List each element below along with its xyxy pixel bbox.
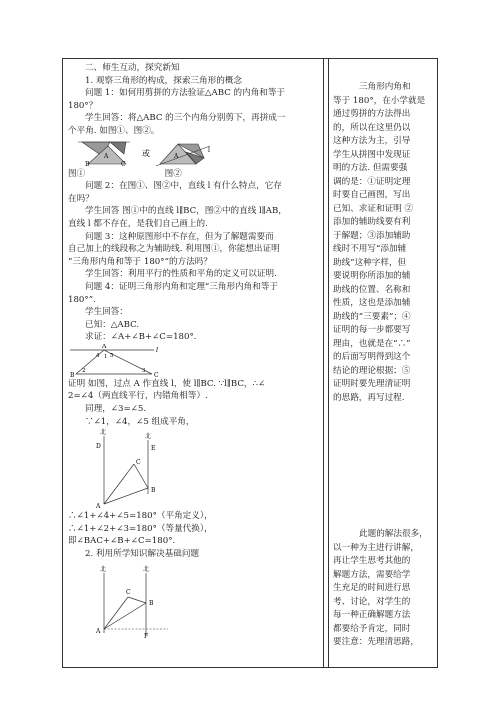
proof-line-2: 2=∠4（两直线平行，内错角相等）. — [68, 391, 208, 402]
cut-label-l: l — [208, 146, 210, 154]
side-note-line: 时要自己画图，写出 — [333, 190, 411, 200]
column-divider — [323, 59, 324, 667]
label-b3: B — [149, 599, 154, 607]
label-5: 5 — [110, 352, 114, 359]
bearing-figure-1 — [68, 428, 320, 510]
lesson-table — [62, 58, 438, 668]
proof-step-3: 即∠BAC+∠B+∠C=180°. — [68, 536, 176, 547]
label-1: 1 — [104, 353, 108, 360]
label-2: 2 — [82, 367, 86, 374]
side-note-line: 证明的每一步都要写 — [333, 325, 411, 335]
proof-flat: ∵∠1，∠4，∠5 组成平角， — [85, 416, 195, 427]
subsection-2: 2. 利用所学知识解决基础问题 — [85, 549, 200, 560]
column-divider-2 — [328, 59, 329, 667]
question-3-cont2: “三角形内角和等于 180°”的方法吗？ — [68, 256, 212, 267]
side-note-line: 要注意：先理清思路， — [333, 637, 419, 647]
side-note-line: 明的方法. 但需要强 — [333, 163, 408, 173]
side-note-line: 等于 180°，在小学就是 — [333, 95, 426, 106]
cut-label-c: C — [121, 160, 126, 168]
cut-label-a2: A — [174, 152, 179, 160]
label-f: F — [144, 632, 149, 639]
north-label-2: 北 — [145, 433, 152, 441]
proof-same: 同理，∠3=∠5. — [85, 404, 147, 415]
figure-label-2: 图② — [164, 168, 182, 179]
side-note-line: 通过剪拼的方法得出 — [333, 109, 411, 119]
north-label-4: 北 — [143, 565, 150, 573]
side-note-line: 生充足的时间进行思 — [333, 583, 411, 593]
question-3: 问题 3：这种原图形中不存在，但为了解题需要而 — [85, 231, 274, 242]
label-3: 3 — [142, 367, 146, 374]
question-2-cont: 在吗？ — [68, 193, 94, 204]
proof-step-1: ∴∠1+∠4+∠5=180°（平角定义）， — [68, 511, 213, 522]
side-note-1 — [333, 81, 435, 405]
bearing-svg-2 — [68, 561, 188, 639]
question-2: 问题 2：在图①、图②中，直线 l 有什么特点，它存 — [85, 181, 282, 192]
segment-ab-2 — [104, 603, 146, 629]
cut-label-a: A — [104, 152, 109, 160]
side-note-line: 都要给予肯定，同时 — [333, 623, 411, 634]
segment-ab — [104, 488, 148, 504]
side-note-line: 此题的解法很多， — [359, 529, 428, 539]
segment-cb — [134, 464, 148, 488]
question-4-cont: 180°”. — [68, 294, 96, 305]
figure-labels — [68, 168, 320, 181]
prove: 求证：∠A+∠B+∠C=180°. — [85, 332, 197, 343]
question-4: 问题 4：证明三角形内角和定理“三角形内角和等于 — [85, 281, 279, 292]
cut-label-b: B — [85, 160, 90, 168]
side-note-line: 的后面写明得到这个 — [333, 352, 411, 362]
label-c: C — [154, 371, 159, 378]
answer-3: 学生回答：利用平行的性质和平角的定义可以证明. — [85, 269, 277, 280]
label-e: E — [151, 445, 156, 453]
subsection-1: 1. 观察三角形的构成，探索三角形的概念 — [85, 75, 243, 86]
side-note-line: 以一种为主进行讲解， — [333, 542, 419, 553]
side-note-line: 的，所以在这里仍以 — [333, 122, 411, 133]
label-a: A — [102, 343, 107, 350]
side-note-line: 证明时要先理清证明 — [333, 379, 411, 389]
side-note-line: 要说明你所添加的辅 — [333, 271, 411, 281]
segment-ac — [104, 464, 134, 504]
proof-figure — [68, 344, 320, 378]
segment-cb-2 — [128, 597, 146, 603]
side-note-line: 三角形内角和 — [359, 82, 411, 92]
label-b2: B — [151, 487, 156, 495]
side-note-line: 再让学生思考其他的 — [333, 556, 411, 566]
side-note-line: 每一种正确解题方法 — [333, 610, 411, 620]
main-column — [68, 62, 320, 639]
cut-figures — [68, 138, 320, 168]
label-c3: C — [126, 588, 131, 596]
bearing-svg-1 — [68, 428, 188, 510]
cut-figure-svg — [68, 138, 218, 168]
label-a3: A — [96, 627, 101, 635]
side-note-line: 调的是：①证明定理 — [333, 176, 411, 187]
question-1-cont: 180°？ — [68, 100, 98, 111]
side-note-line: 线时不用写“添加辅 — [333, 244, 407, 254]
side-note-line: 结论的理论根据；⑤ — [333, 365, 411, 376]
section-title: 二、师生互动，探究新知 — [85, 63, 180, 73]
answer-2-cont: 直线 l 都不存在，是我们自己画上的. — [68, 218, 208, 229]
segment-ac-2 — [104, 597, 128, 629]
side-note-2 — [333, 528, 435, 650]
label-a2: A — [96, 503, 101, 511]
side-note-line: 理由，也就是在“∴” — [333, 338, 411, 349]
side-note-line: 添加的辅助线要有利 — [333, 217, 411, 227]
side-note-line: 于解题；③添加辅助 — [333, 230, 411, 241]
proof-step-2: ∴∠1+∠2+∠3=180°（等量代换）， — [68, 523, 213, 534]
side-note-line: 助线的“三要素”；④ — [333, 311, 411, 322]
side-note-line: 助线的位置、名称和 — [333, 284, 411, 295]
cut-or: 或 — [142, 148, 150, 158]
proof-triangle-svg — [68, 344, 188, 378]
side-note-line: 的思路，再写过程. — [333, 392, 405, 403]
label-c2: C — [136, 459, 141, 467]
label-l: l — [156, 345, 159, 354]
side-note-line: 解题方法，需要给学 — [333, 569, 411, 580]
label-d: D — [96, 443, 101, 451]
side-note-line: 已知、求证和证明 ② — [333, 203, 414, 214]
side-note-line: 考、讨论，对学生的 — [333, 596, 411, 607]
label-b: B — [70, 371, 75, 378]
answer-4: 学生回答： — [85, 307, 128, 318]
answer-2: 学生回答 图①中的直线 l∥BC，图②中的直线 l∥AB， — [85, 206, 287, 217]
answer-1: 学生回答：将△ABC 的三个内角分别剪下，再拼成一 — [85, 113, 286, 124]
figure-label-1: 图① — [68, 168, 86, 179]
side-note-line: 性质，这也是添加辅 — [333, 298, 411, 308]
bearing-figure-2 — [68, 561, 320, 639]
question-1: 问题 1：如何用剪拼的方法验证△ABC 的内角和等于 — [85, 88, 286, 99]
label-4: 4 — [96, 352, 100, 359]
answer-1-cont: 个平角. 如图①、图②。 — [68, 125, 160, 136]
side-note-line: 学生从拼图中发现证 — [333, 149, 411, 160]
proof-line-1: 证明 如图，过点 A 作直线 l，使 l∥BC. ∵l∥BC，∴∠ — [68, 378, 266, 389]
north-label-1: 北 — [100, 429, 107, 437]
known: 已知：△ABC. — [85, 319, 140, 330]
side-note-line: 助线”这种字样，但 — [333, 257, 407, 268]
north-label-3: 北 — [100, 565, 107, 573]
question-3-cont: 自己加上的线段称之为辅助线. 利用图①，你能想出证明 — [68, 244, 280, 255]
triangle-abc — [76, 350, 152, 374]
side-note-line: 这种方法为主，引导 — [333, 136, 411, 146]
